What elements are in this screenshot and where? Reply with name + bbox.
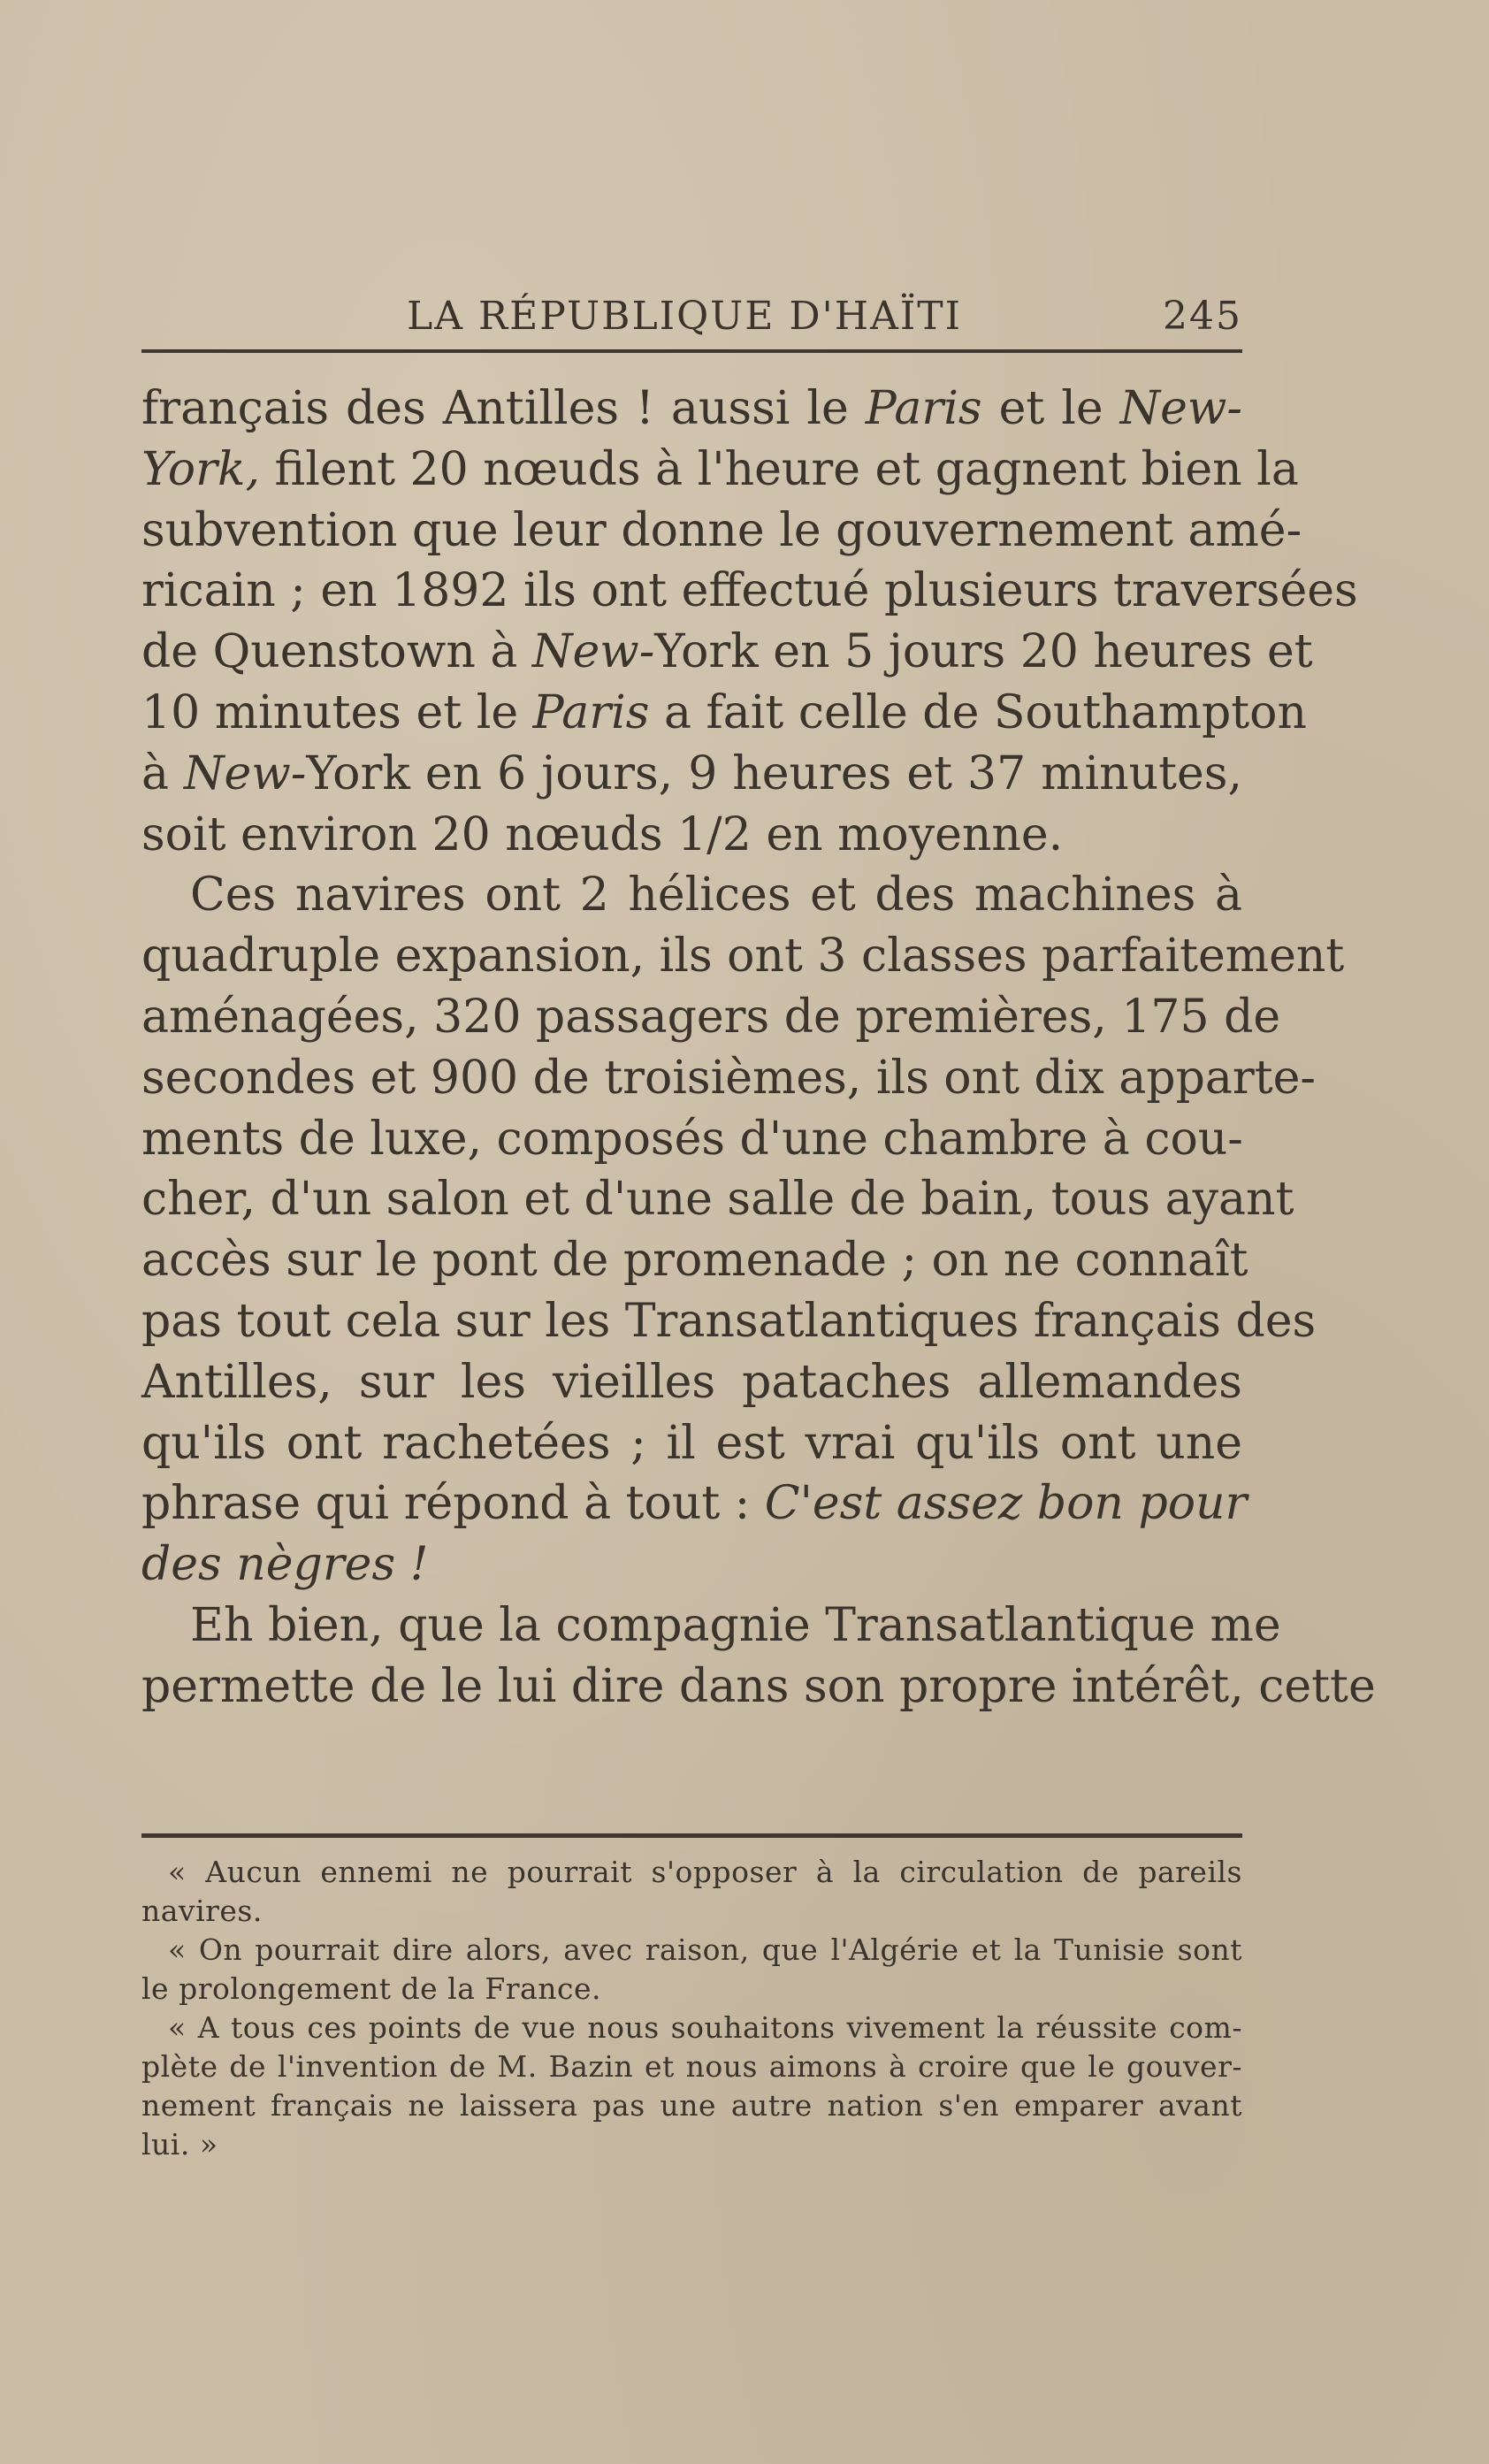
body-line: permette de le lui dire dans son propre intérêt, cette [141,1659,1376,1713]
body-text [141,379,1376,1718]
body-line: des nègres ! [141,1538,429,1592]
body-line: 10 minutes et le Paris a fait celle de Southampton [141,685,1307,739]
footnotes [141,1853,1242,2164]
body-line: qu'ils ont rachetées ; il est vrai qu'ils ont une [141,1416,1242,1470]
body-line: à New-York en 6 jours, 9 heures et 37 minutes, [141,746,1243,800]
footnote-line: « On pourrait dire alors, avec raison, que l'Algérie et la Tunisie sont [168,1932,1242,1967]
body-line: Ces navires ont 2 hélices et des machines à [190,869,1242,922]
body-line: Eh bien, que la compagnie Transatlantique me [190,1598,1281,1652]
body-line: quadruple expansion, ils ont 3 classes parfaitement [141,930,1345,983]
body-line: subvention que leur donne le gouvernement amé- [141,503,1302,557]
footnote-line: le prolongement de la France. [141,1971,601,2006]
body-line: York, filent 20 nœuds à l'heure et gagnent bien la [141,442,1299,496]
body-line: aménagées, 320 passagers de premières, 175 de [141,990,1281,1044]
footnote-line: lui. » [141,2127,218,2162]
body-line: pas tout cela sur les Transatlantiques français des [141,1294,1317,1348]
footnote-line: « Aucun ennemi ne pourrait s'opposer à la circulation de pareils [168,1855,1242,1889]
body-line: ricain ; en 1892 ils ont effectué plusieurs traversées [141,564,1358,618]
body-line: de Quenstown à New-York en 5 jours 20 heures et [141,625,1313,679]
body-line: soit environ 20 nœuds 1/2 en moyenne. [141,807,1064,861]
body-line: ments de luxe, composés d'une chambre à cou- [141,1112,1243,1166]
running-title: LA RÉPUBLIQUE D'HAÏTI [407,294,962,339]
footnote-line: « A tous ces points de vue nous souhaitons vivement la réussite com- [168,2010,1242,2045]
footnote-line: navires. [141,1894,263,1928]
body-line: phrase qui répond à tout : C'est assez bon pour [141,1477,1248,1531]
body-line: français des Antilles ! aussi le Paris et le New- [141,382,1242,435]
page-number: 245 [1163,294,1242,339]
footnote-line: plète de l'invention de M. Bazin et nous aimons à croire que le gouver- [141,2049,1242,2084]
body-line: cher, d'un salon et d'une salle de bain, tous ayant [141,1173,1294,1227]
body-line: secondes et 900 de troisièmes, ils ont dix apparte- [141,1051,1316,1105]
body-line: accès sur le pont de promenade ; on ne connaît [141,1234,1248,1288]
header-rule [141,349,1242,353]
footnote-rule [141,1833,1242,1838]
body-line: Antilles, sur les vieilles pataches allemandes [141,1355,1242,1409]
footnote-line: nement français ne laissera pas une autre nation s'en emparer avant [141,2088,1242,2123]
